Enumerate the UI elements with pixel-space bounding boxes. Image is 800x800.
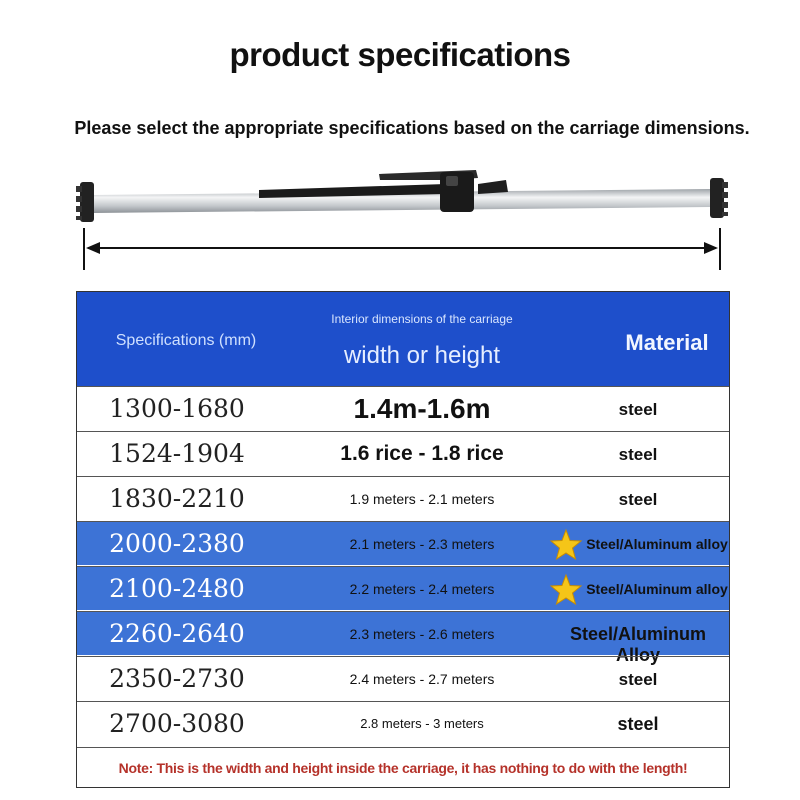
right-foot-pad xyxy=(710,178,724,218)
header-spec: Specifications (mm) xyxy=(115,332,257,349)
cell-spec: 2350-2730 xyxy=(109,664,245,693)
cell-material: steel xyxy=(618,444,658,464)
cell-spec: 2700-3080 xyxy=(109,709,245,738)
cell-dimensions: 2.3 meters - 2.6 meters xyxy=(349,626,495,642)
cell-spec: 2260-2640 xyxy=(109,619,245,648)
cell-material: steel xyxy=(618,399,658,419)
header-dim-title: width or height xyxy=(343,342,501,369)
cell-dimensions: 1.9 meters - 2.1 meters xyxy=(349,491,495,507)
cargo-bar-drawing xyxy=(74,168,734,278)
note-row xyxy=(77,747,729,789)
spec-table xyxy=(76,291,730,788)
cell-material: Steel/Aluminum alloy xyxy=(586,581,728,597)
table-row xyxy=(77,566,729,610)
header-dim-caption: Interior dimensions of the carriage xyxy=(331,312,513,326)
arrow-right-icon xyxy=(704,242,718,254)
cell-spec: 2000-2380 xyxy=(109,529,245,558)
cell-spec: 1830-2210 xyxy=(109,484,245,513)
star-icon xyxy=(549,528,583,562)
cell-dimensions: 2.8 meters - 3 meters xyxy=(360,716,484,731)
cell-dimensions: 1.6 rice - 1.8 rice xyxy=(340,442,504,465)
cell-spec: 1524-1904 xyxy=(109,439,245,468)
table-row xyxy=(77,656,729,700)
table-row xyxy=(77,701,729,745)
star-icon xyxy=(549,573,583,607)
cell-material: steel xyxy=(617,714,659,734)
cell-dimensions: 2.1 meters - 2.3 meters xyxy=(349,536,495,552)
table-header xyxy=(77,292,729,386)
cell-spec: 2100-2480 xyxy=(109,574,245,603)
cell-material: Steel/Aluminum Alloy xyxy=(569,624,707,665)
note-text: Note: This is the width and height inside the carriage, it has nothing to do with the length! xyxy=(118,760,688,776)
cell-material: steel xyxy=(618,669,658,689)
page-subtitle: Please select the appropriate specifications based on the carriage dimensions. xyxy=(74,118,750,138)
cell-material: steel xyxy=(618,489,658,509)
header-material: Material xyxy=(625,330,709,355)
cell-spec: 1300-1680 xyxy=(109,394,245,423)
table-row xyxy=(77,476,729,520)
cell-dimensions: 1.4m-1.6m xyxy=(353,393,491,424)
table-row xyxy=(77,611,729,665)
cell-dimensions: 2.4 meters - 2.7 meters xyxy=(349,671,495,687)
table-row xyxy=(77,386,729,430)
cell-material: Steel/Aluminum alloy xyxy=(586,536,728,552)
cargo-bar-illustration xyxy=(74,168,734,278)
arrow-left-icon xyxy=(86,242,100,254)
table-row xyxy=(77,521,729,565)
left-foot-pad xyxy=(80,182,94,222)
table-row xyxy=(77,431,729,475)
cell-dimensions: 2.2 meters - 2.4 meters xyxy=(349,581,495,597)
page-title: product specifications xyxy=(229,36,571,73)
